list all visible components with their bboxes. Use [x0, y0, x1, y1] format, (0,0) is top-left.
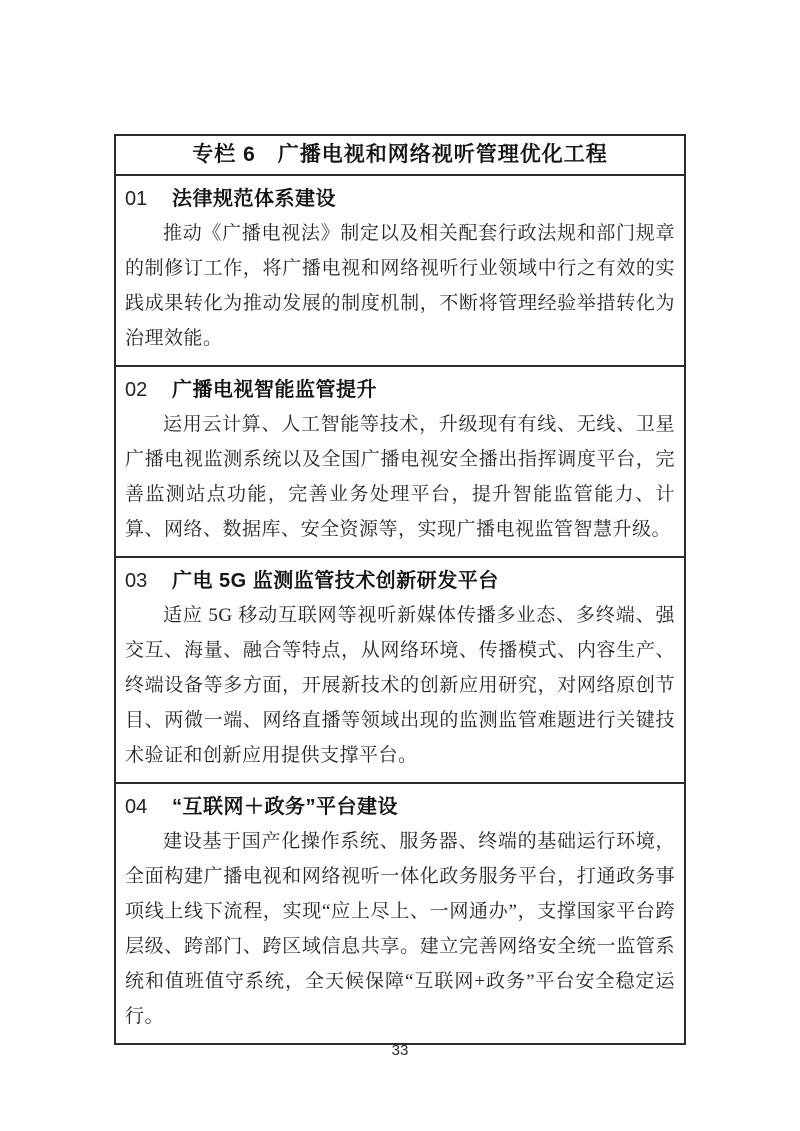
section-03: [116, 558, 684, 784]
section-02-head: [125, 375, 675, 405]
section-01: [116, 176, 684, 367]
section-body-text: 推动《广播电视法》制定以及相关配套行政法规和部门规章的制修订工作，将广播电视和网络视听行业领域中行之有效的实践成果转化为推动发展的制度机制，不断将管理经验举措转化为治理效能。: [125, 223, 675, 349]
section-03-head: [125, 566, 675, 596]
section-number: 02: [125, 379, 148, 401]
section-body-text: 运用云计算、人工智能等技术，升级现有有线、无线、卫星广播电视监测系统以及全国广播电视安全播出指挥调度平台，完善监测站点功能，完善业务处理平台，提升智能监管能力、计算、网络、数据库、安全资源等，实现广播电视监管智慧升级。: [125, 414, 675, 540]
section-01-head: [125, 184, 675, 214]
section-body-text: 适应 5G 移动互联网等视听新媒体传播多业态、多终端、强交互、海量、融合等特点，从网络环境、传播模式、内容生产、终端设备等多方面，开展新技术的创新应用研究，对网络原创节目、两微一端、网络直播等领域出现的监测监管难题进行关键技术验证和创新应用提供支撑平台。: [125, 605, 675, 766]
panel-title: 专栏 6 广播电视和网络视听管理优化工程: [116, 136, 684, 176]
column-6-panel: [114, 134, 686, 1045]
section-number: 01: [125, 188, 148, 210]
section-heading: 法律规范体系建设: [172, 188, 336, 210]
section-body-text: 建设基于国产化操作系统、服务器、终端的基础运行环境，全面构建广播电视和网络视听一体化政务服务平台，打通政务事项线上线下流程，实现“应上尽上、一网通办”，支撑国家平台跨层级、跨部门、跨区域信息共享。建立完善网络安全统一监管系统和值班值守系统，全天候保障“互联网+政务”平台安全稳定运行。: [125, 831, 675, 1027]
section-04-head: [125, 792, 675, 822]
section-04: [116, 784, 684, 1043]
page-number: 33: [391, 1042, 409, 1059]
section-number: 04: [125, 796, 148, 818]
section-heading: 广电 5G 监测监管技术创新研发平台: [172, 570, 499, 592]
section-heading: 广播电视智能监管提升: [172, 379, 377, 401]
section-heading: “互联网＋政务”平台建设: [172, 796, 398, 818]
section-number: 03: [125, 570, 148, 592]
section-02: [116, 367, 684, 558]
